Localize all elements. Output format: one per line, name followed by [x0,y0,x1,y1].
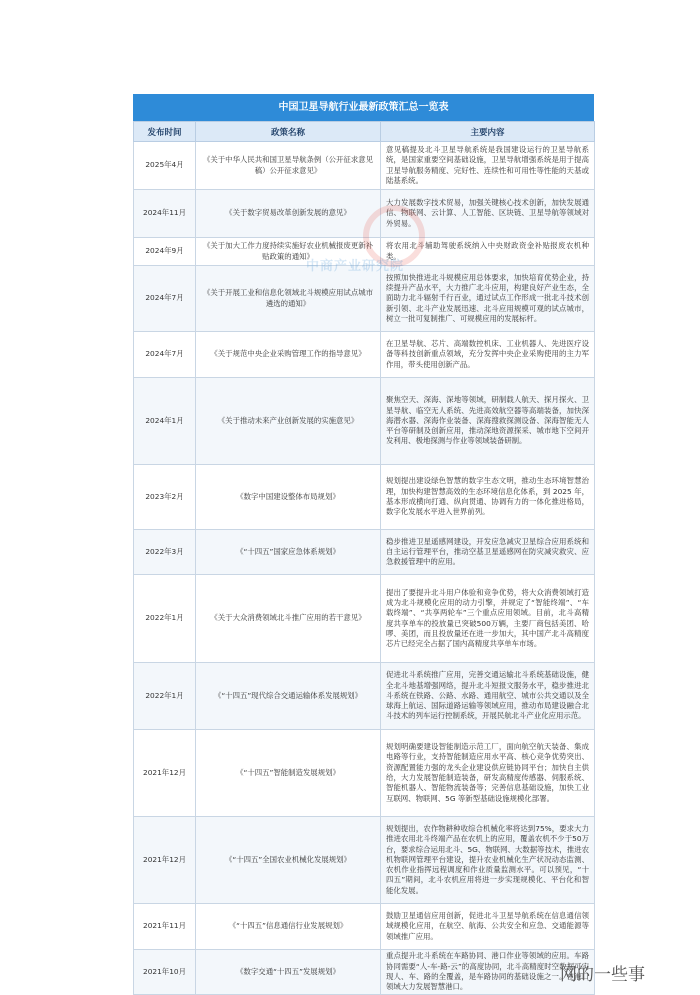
row-policy-name: 《“十四五”信息通信行业发展规划》 [196,904,381,950]
table-title: 中国卫星导航行业最新政策汇总一览表 [133,94,594,121]
row-policy-name: 《关于推动未来产业创新发展的实施意见》 [196,378,381,465]
row-content: 意见稿提及北斗卫星导航系统是我国建设运行的卫星导航系统，是国家重要空间基础设施，卫星导航增强系统是用于提高卫星导航服务精度、完好性、连续性和可用性等性能的天基或陆基系统。 [381,142,595,190]
table-row [134,266,595,332]
row-policy-name: 《“十四五”现代综合交通运输体系发展规划》 [196,663,381,730]
row-date: 2021年12月 [134,730,196,817]
row-policy-name: 《“十四五”智能制造发展规划》 [196,730,381,817]
header-policy-name: 政策名称 [196,122,381,142]
row-date: 2024年7月 [134,332,196,378]
row-date: 2024年7月 [134,266,196,332]
row-content: 提出了要提升北斗用户体验和竞争优势，将大众消费领域打造成为北斗规模化应用的动力引擎，并规定了“智能终端”、“车载终端”、“共享两轮车”三个重点应用领域。目前，北斗高精度共享单车的投放量已突破500万辆，主要厂商包括美团、哈啰、美团，而且投放量还在进一步加大，其中国产北斗高精度芯片已经完全占据了国内高精度共享单车市场。 [381,575,595,663]
row-policy-name: 《数字中国建设整体布局规划》 [196,465,381,530]
table-row [134,332,595,378]
table-row [134,950,595,995]
table-row [134,378,595,465]
table-row [134,730,595,817]
table-row [134,575,595,663]
table-row [134,142,595,190]
row-content: 聚焦空天、深海、深地等领域，研制载人航天、探月探火、卫星导航、临空无人系统、先进高效航空器等高端装备，加快深海潜水器、深海作业装备、深海搜救探测设备、深海智能无人平台等研制及创新应用，推动深地资源探采、城市地下空间开发利用、极地探测与作业等领域装备研制。 [381,378,595,465]
row-content: 稳步推进卫星遥感网建设，开发应急减灾卫星综合应用系统和自主运行管理平台，推动空基卫星遥感网在防灾减灾救灾、应急救援管理中的应用。 [381,530,595,575]
row-policy-name: 《关于加大工作力度持续实施好农业机械报废更新补贴政策的通知》 [196,238,381,266]
row-date: 2021年12月 [134,817,196,904]
table-row [134,663,595,730]
row-content: 大力发展数字技术贸易，加强关键核心技术创新，加快发展通信、物联网、云计算、人工智能、区块链、卫星导航等领域对外贸易。 [381,190,595,238]
row-date: 2024年11月 [134,190,196,238]
row-date: 2021年11月 [134,904,196,950]
row-content: 在卫星导航、芯片、高端数控机床、工业机器人、先进医疗设备等科技创新重点领域，充分发挥中央企业采购使用的主力军作用，带头使用创新产品。 [381,332,595,378]
row-content: 将农用北斗辅助驾驶系统纳入中央财政资金补贴报废农机种类。 [381,238,595,266]
row-content: 鼓励卫星通信应用创新，促进北斗卫星导航系统在信息通信领域规模化应用，在航空、航海、公共安全和应急、交通能源等领域推广应用。 [381,904,595,950]
header-content: 主要内容 [381,122,595,142]
row-policy-name: 《“十四五”国家应急体系规划》 [196,530,381,575]
row-date: 2021年10月 [134,950,196,995]
row-date: 2022年1月 [134,663,196,730]
row-date: 2024年1月 [134,378,196,465]
row-content: 规划明确要建设智能制造示范工厂，面向航空航天装备、集成电路等行业，支持智能制造应用水平高、核心竞争优势突出、资源配置能力强的龙头企业建设供应链协同平台；加快自主供给，大力发展智能制造装备，研发高精度传感器、伺服系统、智能机器人、智能物流装备等；完善信息基础设施，加快工业互联网、物联网、5G 等新型基础设施规模化部署。 [381,730,595,817]
row-policy-name: 《数字交通“十四五”发展规划》 [196,950,381,995]
row-date: 2025年4月 [134,142,196,190]
row-policy-name: 《关于规范中央企业采购管理工作的指导意见》 [196,332,381,378]
row-content: 规划提出，农作物耕种收综合机械化率将达到75%，要求大力推进农用北斗终端产品在农机上的应用，覆盖农机不少于50万台，要求综合运用北斗、5G、物联网、大数据等技术，推进农机物联网管理平台建设，提升农业机械化生产状况动态监测、农机作业指挥远程调度和作业质量监测水平。可以预见，“十四五”期间，北斗农机应用将进一步实现规模化、平台化和智能化发展。 [381,817,595,904]
row-date: 2023年2月 [134,465,196,530]
row-policy-name: 《关于中华人民共和国卫星导航条例（公开征求意见稿）公开征求意见》 [196,142,381,190]
row-content: 按照加快推进北斗规模应用总体要求，加快培育优势企业，持续提升产品水平，大力推广北斗应用，构建良好产业生态，全面助力北斗辐射千行百业，通过试点工作形成一批北斗技术创新引领、北斗产业发展迅速、北斗应用规模可观的试点城市，树立一批可复制推广、可规模应用的发展标杆。 [381,266,595,332]
policy-table [133,121,595,995]
table-row [134,817,595,904]
row-content: 重点提升北斗系统在车路协同、港口作业等领域的应用。车路协同需要“人-车-路-云”的高度协同，北斗高精度时空数据可实现人、车、路的全覆盖，是车路协同的基础设施之一。在港口领域大力发展智慧港口。 [381,950,595,995]
row-policy-name: 《关于开展工业和信息化领域北斗规模应用试点城市遴选的通知》 [196,266,381,332]
table-row [134,465,595,530]
header-date: 发布时间 [134,122,196,142]
row-policy-name: 《关于数字贸易改革创新发展的意见》 [196,190,381,238]
row-policy-name: 《“十四五”全国农业机械化发展规划》 [196,817,381,904]
row-date: 2024年9月 [134,238,196,266]
row-content: 促进北斗系统推广应用，完善交通运输北斗系统基础设施，健全北斗地基增强网络，提升北斗短报文服务水平，稳步推进北斗系统在铁路、公路、水路、通用航空、城市公共交通以及全球海上航运、国际道路运输等领域应用，推动布局建设融合北斗技术的列车运行控制系统，开展民航北斗产业化应用示范。 [381,663,595,730]
header-row [134,122,595,142]
row-date: 2022年1月 [134,575,196,663]
watermark-text: 中商产业研究院 [306,259,405,274]
table-row [134,530,595,575]
row-policy-name: 《关于大众消费领域北斗推广应用的若干意见》 [196,575,381,663]
row-content: 规划提出建设绿色智慧的数字生态文明，推动生态环境智慧治理，加快构建智慧高效的生态环境信息化体系，到 2025 年，基本形成横向打通、纵向贯通、协调有力的一体化推进格局，数字化发展水平进入世界前列。 [381,465,595,530]
table-row [134,904,595,950]
corner-caption: 网的一些事 [560,965,645,985]
row-date: 2022年3月 [134,530,196,575]
